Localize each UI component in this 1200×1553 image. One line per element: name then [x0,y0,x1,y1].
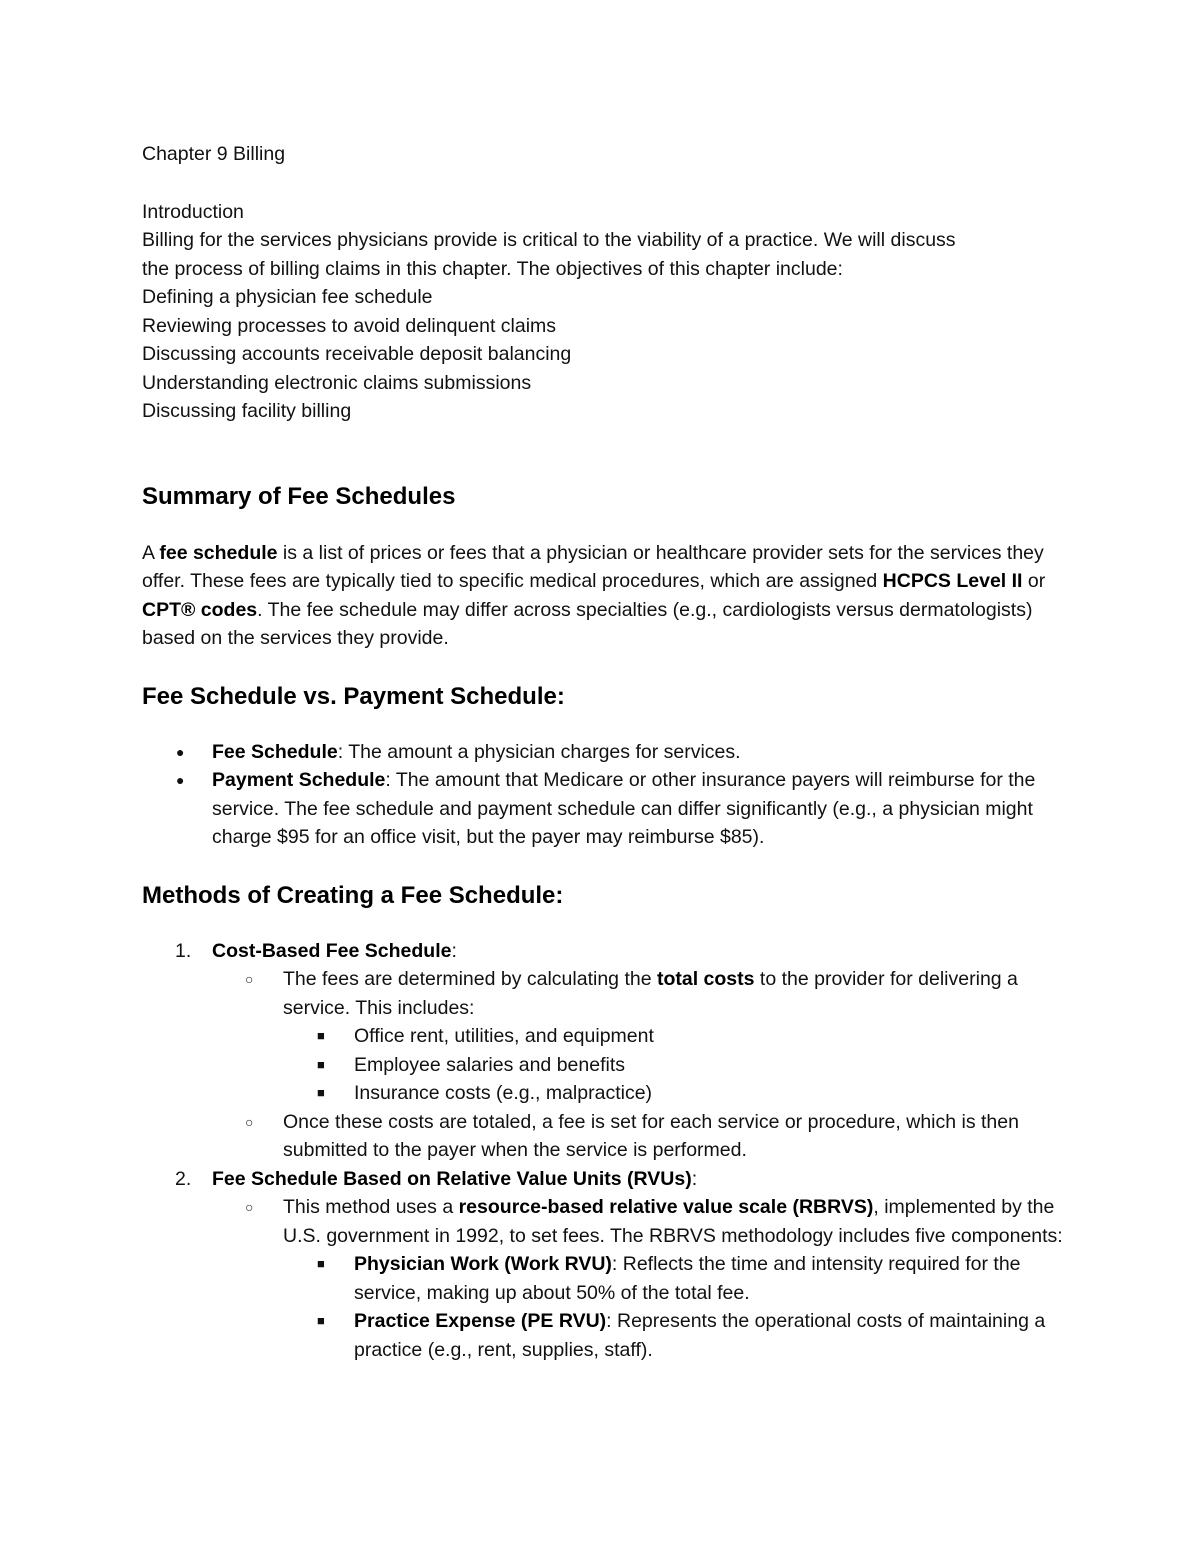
method-sublist [212,1193,1072,1364]
cost-item-text: Insurance costs (e.g., malpractice) [354,1082,653,1104]
cost-item [283,1051,1072,1080]
summary-term-hcpcs: HCPCS Level II [882,570,1023,592]
square-bullet-icon: ■ [317,1056,325,1072]
list-item [142,738,1072,767]
sub-item-text: to the provider for delivering a service. This includes: [283,968,1018,1019]
summary-paragraph [142,539,1072,653]
list-number: 1. [175,939,192,962]
cost-item [283,1022,1072,1051]
square-bullet-icon: ■ [317,1028,325,1043]
summary-heading: Summary of Fee Schedules [142,482,456,510]
fee-vs-payment-heading: Fee Schedule vs. Payment Schedule: [142,682,565,710]
method-title: Cost-Based Fee Schedule [212,939,452,962]
method-colon: : [451,939,457,962]
summary-text: or [1022,570,1046,592]
sub-item-text: The fees are determined by calculating the [283,968,657,990]
objective-item: Discussing facility billing [142,400,352,422]
circle-bullet-icon: ○ [245,1199,254,1215]
component-text: : Represents the operational costs of maintaining a practice (e.g., rent, supplies, staff). [354,1310,1046,1361]
summary-term-cpt: CPT® codes [142,598,258,621]
square-bullet-icon: ■ [317,1313,325,1328]
summary-text: is a list of prices or fees that a physician or healthcare provider sets for the services they offer. These fees are typically tied to specific medical procedures, which are assigned [142,541,1044,592]
sub-item-text: Once these costs are totaled, a fee is set for each service or procedure, which is then submitted to the payer when the service is performed. [283,1110,1019,1161]
bullet-icon: ● [176,772,185,788]
sub-list-item [212,1193,1072,1364]
component-text: : Reflects the time and intensity required for the service, making up about 50% of the total fee. [354,1253,1021,1304]
list-item-text: : The amount a physician charges for services. [337,740,741,763]
square-bullet-icon: ■ [317,1256,325,1271]
sub-list-item [212,965,1072,1108]
method-sublist [212,965,1072,1165]
component-item [283,1307,1072,1364]
summary-text: . The fee schedule may differ across specialties (e.g., cardiologists versus dermatologists) based on the services they provide. [142,598,1033,649]
sub-item-term: resource-based relative value scale (RBRVS) [458,1196,874,1218]
sub-item-term: total costs [656,968,755,990]
list-number: 2. [175,1167,192,1190]
sub-item-text: , implemented by the U.S. government in 1992, to set fees. The RBRVS methodology includes five components: [283,1196,1063,1247]
cost-item-text: Office rent, utilities, and equipment [354,1025,654,1047]
list-item-text: : The amount that Medicare or other insurance payers will reimburse for the service. The fee schedule and payment schedule can differ significantly (e.g., a physician might charge $95 for an office visit, but the payer may reimburse $85). [212,769,1036,848]
list-item-term: Fee Schedule [212,740,338,763]
sub-list-item [212,1108,1072,1165]
sub-item-text: This method uses a [283,1196,459,1218]
component-term: Practice Expense (PE RVU) [354,1310,607,1332]
cost-item-text: Employee salaries and benefits [354,1053,625,1076]
summary-text: A [142,541,160,564]
summary-term-fee-schedule: fee schedule [159,541,278,564]
intro-paragraph-line-2: the process of billing claims in this chapter. The objectives of this chapter include: [142,257,843,280]
objective-item: Understanding electronic claims submissions [142,371,532,394]
objective-item: Discussing accounts receivable deposit balancing [142,343,572,365]
cost-list [283,1022,1072,1108]
circle-bullet-icon: ○ [245,1113,254,1130]
component-term: Physician Work (Work RVU) [354,1253,612,1275]
chapter-title: Chapter 9 Billing [142,143,286,165]
intro-heading: Introduction [142,200,244,223]
list-item-term: Payment Schedule [212,769,386,791]
fee-vs-payment-list [142,738,1072,852]
method-colon: : [691,1167,698,1190]
component-item [283,1250,1072,1307]
document-body [142,140,1072,1364]
intro-paragraph-line-1: Billing for the services physicians provide is critical to the viability of a practice. We will discuss [142,229,956,251]
objective-item: Defining a physician fee schedule [142,286,433,308]
square-bullet-icon: ■ [317,1085,325,1100]
methods-heading: Methods of Creating a Fee Schedule: [142,881,564,909]
method-title: Fee Schedule Based on Relative Value Units (RVUs) [212,1167,692,1190]
method-item [142,937,1072,1165]
method-item [142,1165,1072,1365]
objective-item: Reviewing processes to avoid delinquent claims [142,314,557,337]
methods-list [142,937,1072,1365]
list-item [142,766,1072,852]
rbrvs-component-list [283,1250,1072,1364]
cost-item [283,1079,1072,1108]
bullet-icon: ● [176,743,185,760]
circle-bullet-icon: ○ [245,971,254,987]
